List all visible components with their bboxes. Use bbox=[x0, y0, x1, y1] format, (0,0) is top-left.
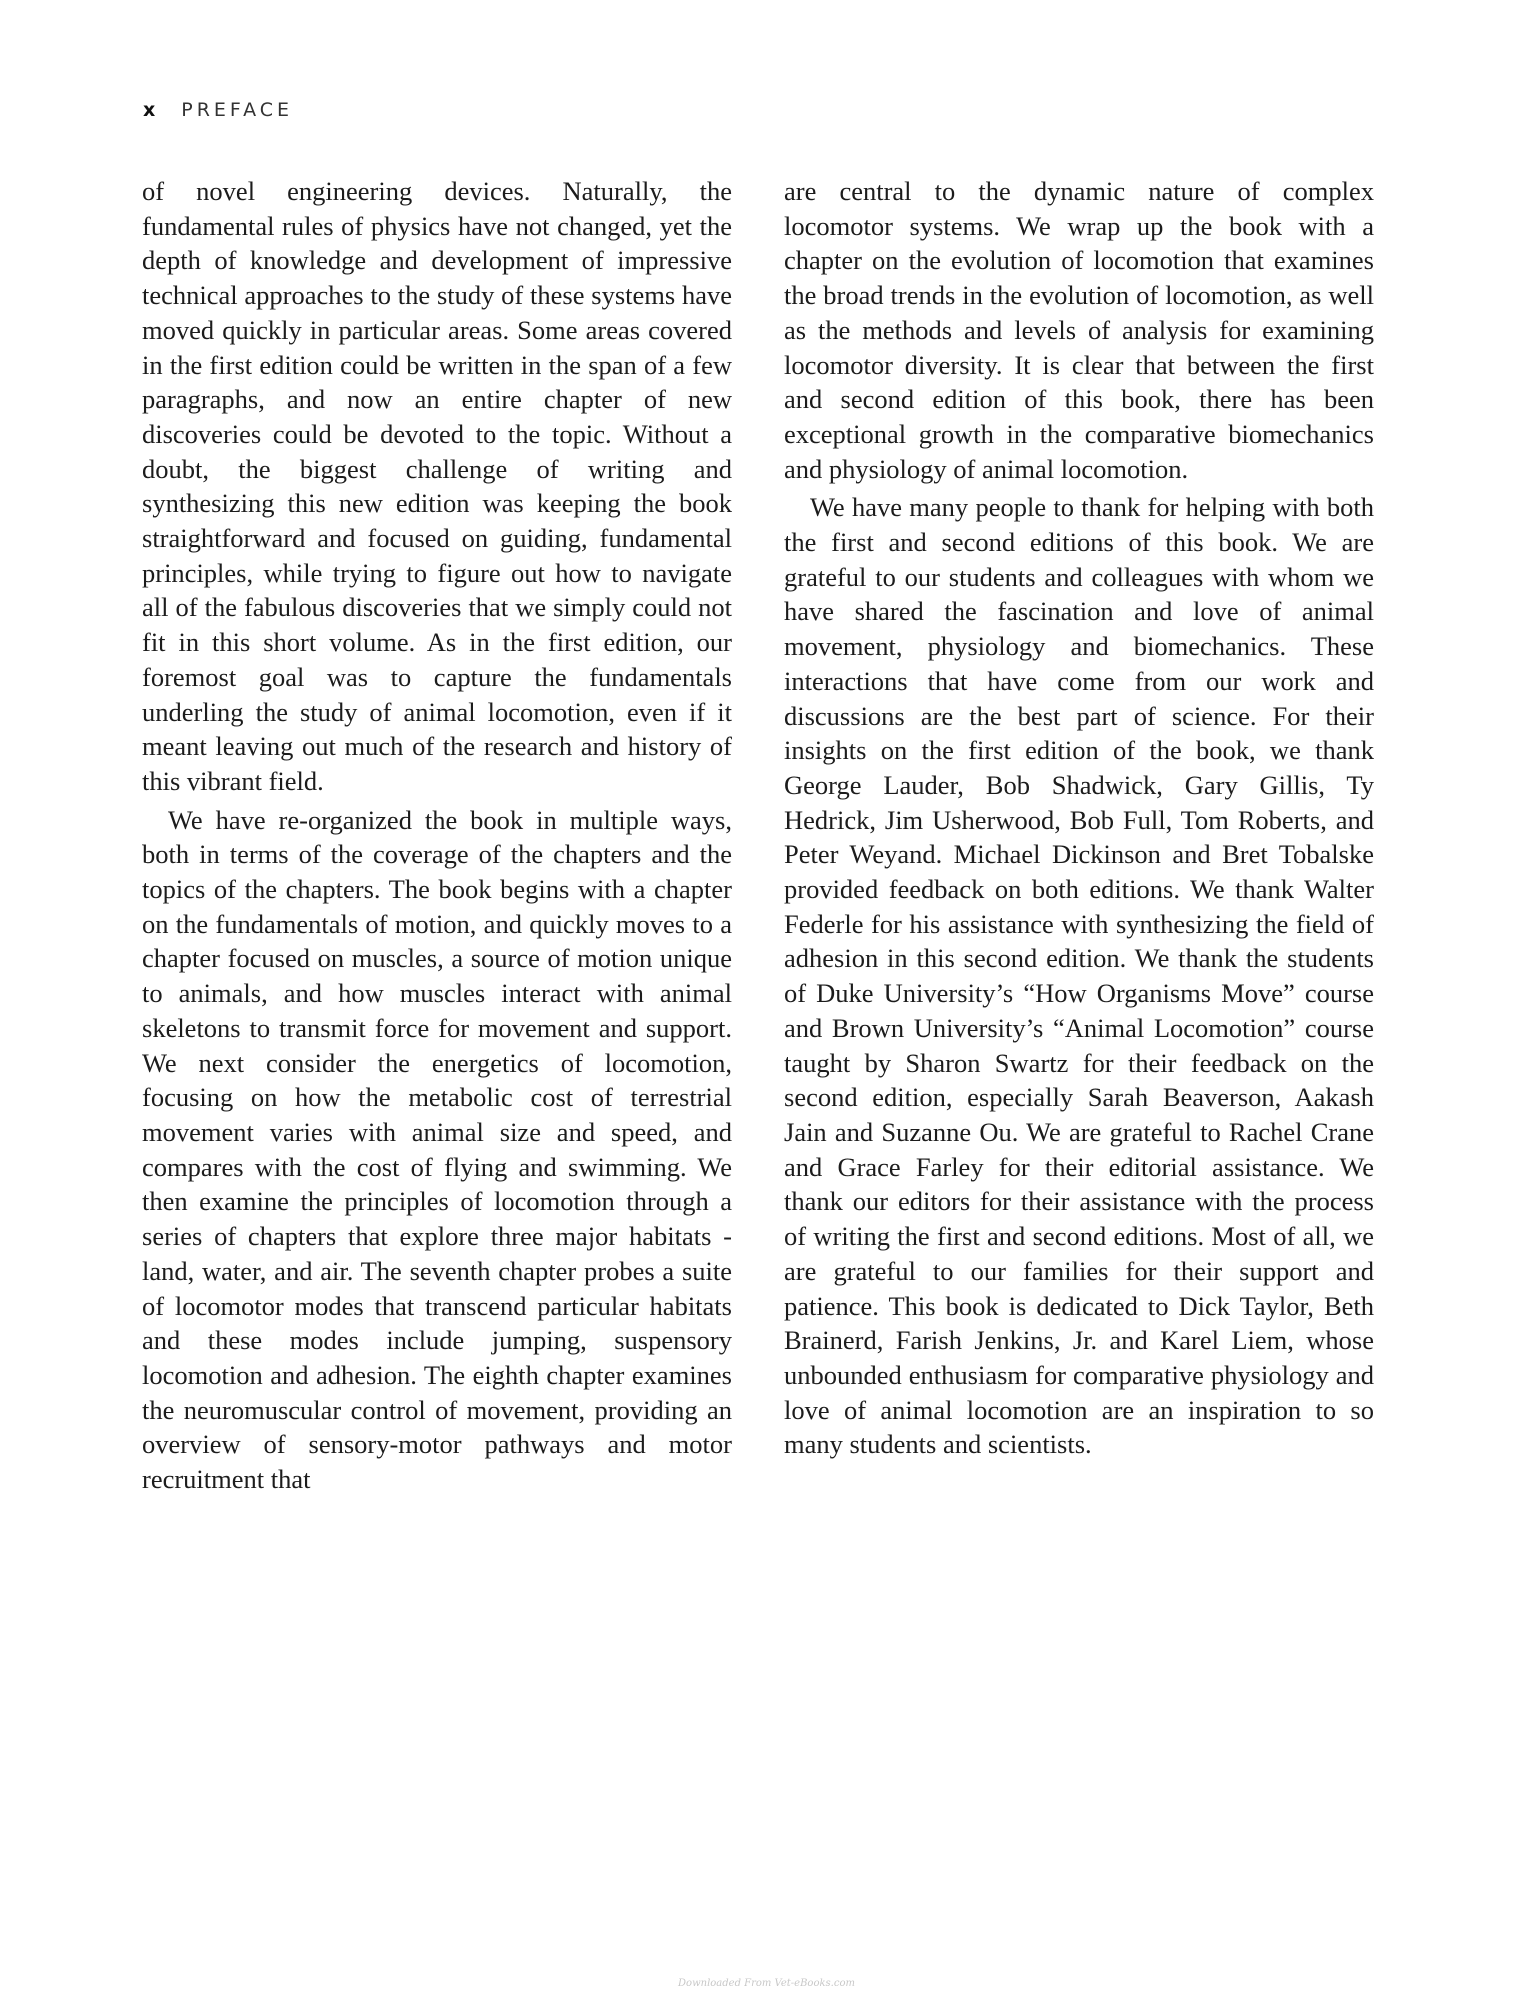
running-head bbox=[143, 99, 293, 121]
paragraph-acknowledgments: We have many people to thank for helping with both the first and second editions of this book. We are grateful to our students and colleagues with whom we have shared the fascination and love of animal movement, physiology and biomechanics. These interactions that have come from our work and discussions are the best part of science. For their insights on the first edition of the book, we thank George Lauder, Bob Shadwick, Gary Gillis, Ty Hedrick, Jim Usherwood, Bob Full, Tom Roberts, and Peter Weyand. Michael Dickinson and Bret Tobalske provided feedback on both editions. We thank Walter Federle for his assistance with synthesizing the field of adhesion in this second edition. We thank the students of Duke University’s “How Organisms Move” course and Brown University’s “Animal Locomotion” course taught by Sharon Swartz for their feedback on the second edition, especially Sarah Beaverson, Aakash Jain and Suzanne Ou. We are grateful to Rachel Crane and Grace Farley for their editorial assistance. We thank our editors for their assistance with the process of writing the first and second editions. Most of all, we are grateful to our families for their support and patience. This book is dedicated to Dick Taylor, Beth Brainerd, Farish Jenkins, Jr. and Karel Liem, whose unbounded enthusiasm for comparative physiology and love of animal locomotion are an inspiration to so many students and scientists. bbox=[784, 492, 1374, 1460]
page-number: x bbox=[143, 99, 156, 121]
right-column bbox=[784, 174, 1374, 1462]
watermark: Downloaded From Vet-eBooks.com bbox=[678, 1978, 855, 1989]
section-title: PREFACE bbox=[181, 99, 294, 121]
left-column bbox=[142, 174, 732, 1497]
paragraph-organization: We have re-organized the book in multiple ways, both in terms of the coverage of the chapters and the topics of the chapters. The book begins with a chapter on the fundamentals of motion, and quickly moves to a chapter focused on muscles, a source of motion unique to animals, and how muscles interact with animal skeletons to transmit force for movement and support. We next consider the energetics of locomotion, focusing on how the metabolic cost of terrestrial movement varies with animal size and speed, and compares with the cost of flying and swimming. We then examine the principles of locomotion through a series of chapters that explore three major habitats - land, water, and air. The seventh chapter probes a suite of locomotor modes that transcend particular habitats and these modes include jumping, suspensory locomotion and adhesion. The eighth chapter examines the neuromuscular control of movement, providing an overview of sensory-motor pathways and motor recruitment that bbox=[142, 804, 732, 1495]
paragraph-continued-right: are central to the dynamic nature of complex locomotor systems. We wrap up the book with a chapter on the evolution of locomotion that examines the broad trends in the evolution of locomotion, as well as the methods and levels of analysis for examining locomotor diversity. It is clear that between the first and second edition of this book, there has been exceptional growth in the comparative biomechanics and physiology of animal locomotion. bbox=[784, 176, 1374, 484]
paragraph-continued: of novel engineering devices. Naturally, the fundamental rules of physics have not changed, yet the depth of knowledge and development of impressive technical approaches to the study of these systems have moved quickly in particular areas. Some areas covered in the first edition could be written in the span of a few paragraphs, and now an entire chapter of new discoveries could be devoted to the topic. Without a doubt, the biggest challenge of writing and synthesizing this new edition was keeping the book straightforward and focused on guiding, fundamental principles, while trying to figure out how to navigate all of the fabulous discoveries that we simply could not fit in this short volume. As in the first edition, our foremost goal was to capture the fundamentals underling the study of animal locomotion, even if it meant leaving out much of the research and history of this vibrant field. bbox=[142, 176, 732, 796]
